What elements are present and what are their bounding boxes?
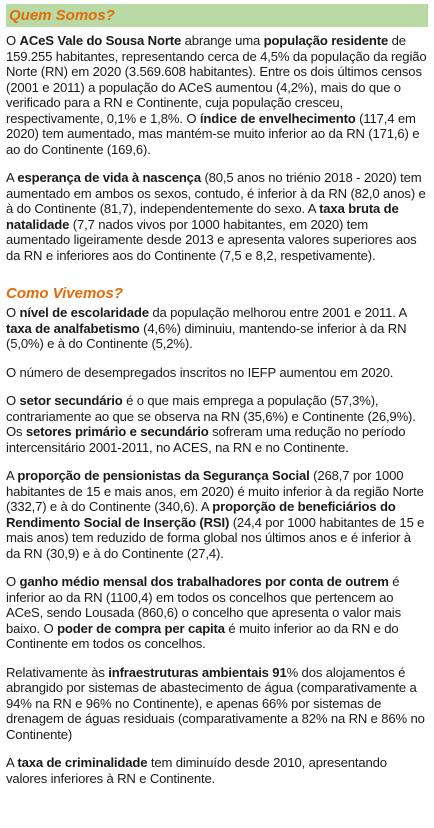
text-run: (268,7 por 1000 habitantes de 15 e mais anos, em 2020) é muito inferior à da região Norte (332,7) e à do Continente (340,6). A — [6, 468, 424, 514]
paragraph-education — [6, 305, 428, 352]
text-run: sofreram uma redução no período intercensitário 2001-2011, no ACES, na RN e no Continente. — [6, 424, 406, 455]
text-run: A — [6, 170, 18, 185]
bold-term: esperança de vida à nascença — [17, 170, 201, 185]
section-title-quem-somos: Quem Somos? — [6, 4, 428, 27]
bold-term: infraestruturas ambientais 91 — [108, 664, 287, 680]
bold-term: índice de envelhecimento — [199, 110, 356, 126]
text-run: (4,6%) diminuiu, mantendo-se inferior à da RN (5,0%) e à do Continente (5,2%). — [6, 320, 407, 351]
bold-term: proporção de pensionistas da Segurança Social — [17, 468, 310, 483]
bold-term: setores primário e secundário — [25, 424, 209, 439]
text-run: (24,4 por 1000 habitantes de 15 e mais anos) tem reduzido de forma global nos últimos anos e é inferior à da RN (30,9) e à do Continente (27,4). — [6, 514, 425, 561]
text-run: (117,4 em 2020) tem aumentado, mas mantém-se muito inferior ao da RN (171,6) e ao do Continente (169,6). — [6, 110, 420, 157]
paragraph-life-expectancy — [6, 170, 428, 263]
text-run: % dos alojamentos é abrangido por sistemas de abastecimento de água (comparativamente a 94% na RN e 96% no Continente), e apenas 66% por sistemas de drenagem de águas residuais (comparativamente a 82% na RN e 86% no Continente) — [6, 664, 425, 742]
bold-term: taxa de criminalidade — [17, 755, 148, 770]
text-run: é muito inferior ao da RN e do Continente em todos os concelhos. — [6, 620, 399, 651]
text-run: O — [6, 33, 20, 48]
bold-term: poder de compra per capita — [57, 620, 225, 636]
paragraph-employment-sectors — [6, 393, 428, 455]
text-run: Relativamente às — [6, 664, 109, 680]
bold-term: taxa bruta de natalidade — [6, 201, 399, 232]
text-run: (7,7 nados vivos por 1000 habitantes, em 2020) tem aumentado ligeiramente desde 2013 e apresenta valores superiores aos da RN e inferiores aos do Continente (7,5 e 8,2, respetivamente). — [6, 216, 417, 263]
text-run: é inferior ao da RN (1100,4) em todos os concelhos que pertencem ao ACeS, sendo Lousada (860,6) o concelho que apresenta o valor mais baixo. O — [6, 574, 401, 636]
text-run: O — [6, 305, 20, 320]
bold-term: população residente — [263, 33, 389, 48]
bold-term: ganho médio mensal dos trabalhadores por conta de outrem — [19, 574, 389, 589]
text-run: tem diminuído desde 2010, apresentando valores inferiores à RN e Continente. — [6, 755, 387, 786]
bold-term: taxa de analfabetismo — [6, 320, 140, 336]
text-run: O — [6, 393, 20, 408]
text-run: O — [6, 574, 20, 589]
section-title-como-vivemos: Como Vivemos? — [6, 285, 123, 302]
paragraph-crime — [6, 755, 428, 786]
paragraph-social-security — [6, 468, 428, 561]
bold-term: setor secundário — [19, 393, 123, 408]
text-run: abrange uma — [181, 33, 264, 48]
paragraph-unemployment — [6, 365, 428, 381]
text-run: (80,5 anos no triénio 2018 - 2020) tem aumentado em ambos os sexos, contudo, é inferior à da RN (82,0 anos) e à do Continente (81,7), independentemente do sexo. A — [6, 170, 426, 216]
bold-term: nível de escolaridade — [19, 305, 149, 320]
bold-term: ACeS Vale do Sousa Norte — [19, 33, 182, 48]
text-run: A — [6, 755, 18, 770]
text-run: da população melhorou entre 2001 e 2011. A — [148, 305, 407, 320]
bold-term: proporção de beneficiários do Rendimento Social de Inserção (RSI) — [6, 499, 396, 530]
text-run: A — [6, 468, 18, 483]
paragraph-environment — [6, 665, 428, 743]
text-run: de 159.255 habitantes, representando cerca de 4,5% da população da região Norte (RN) em 2020 (3.569.608 habitantes). Entre os dois últimos censos (2001 e 2011) a população do ACeS aumentou (4,2%), mais do que o verificado para a RN e Continente, cuja população cresceu, respectivamente, 0,1% e 1,8%. O — [6, 33, 427, 126]
paragraph-income — [6, 574, 428, 652]
text-run: é o que mais emprega a população (57,3%), contrariamente ao que se observa na RN (35,6%) e Continente (26,9%). Os — [6, 393, 416, 439]
paragraph-population — [6, 33, 428, 157]
text-run: O número de desempregados inscritos no IEFP aumentou em 2020. — [6, 364, 394, 380]
